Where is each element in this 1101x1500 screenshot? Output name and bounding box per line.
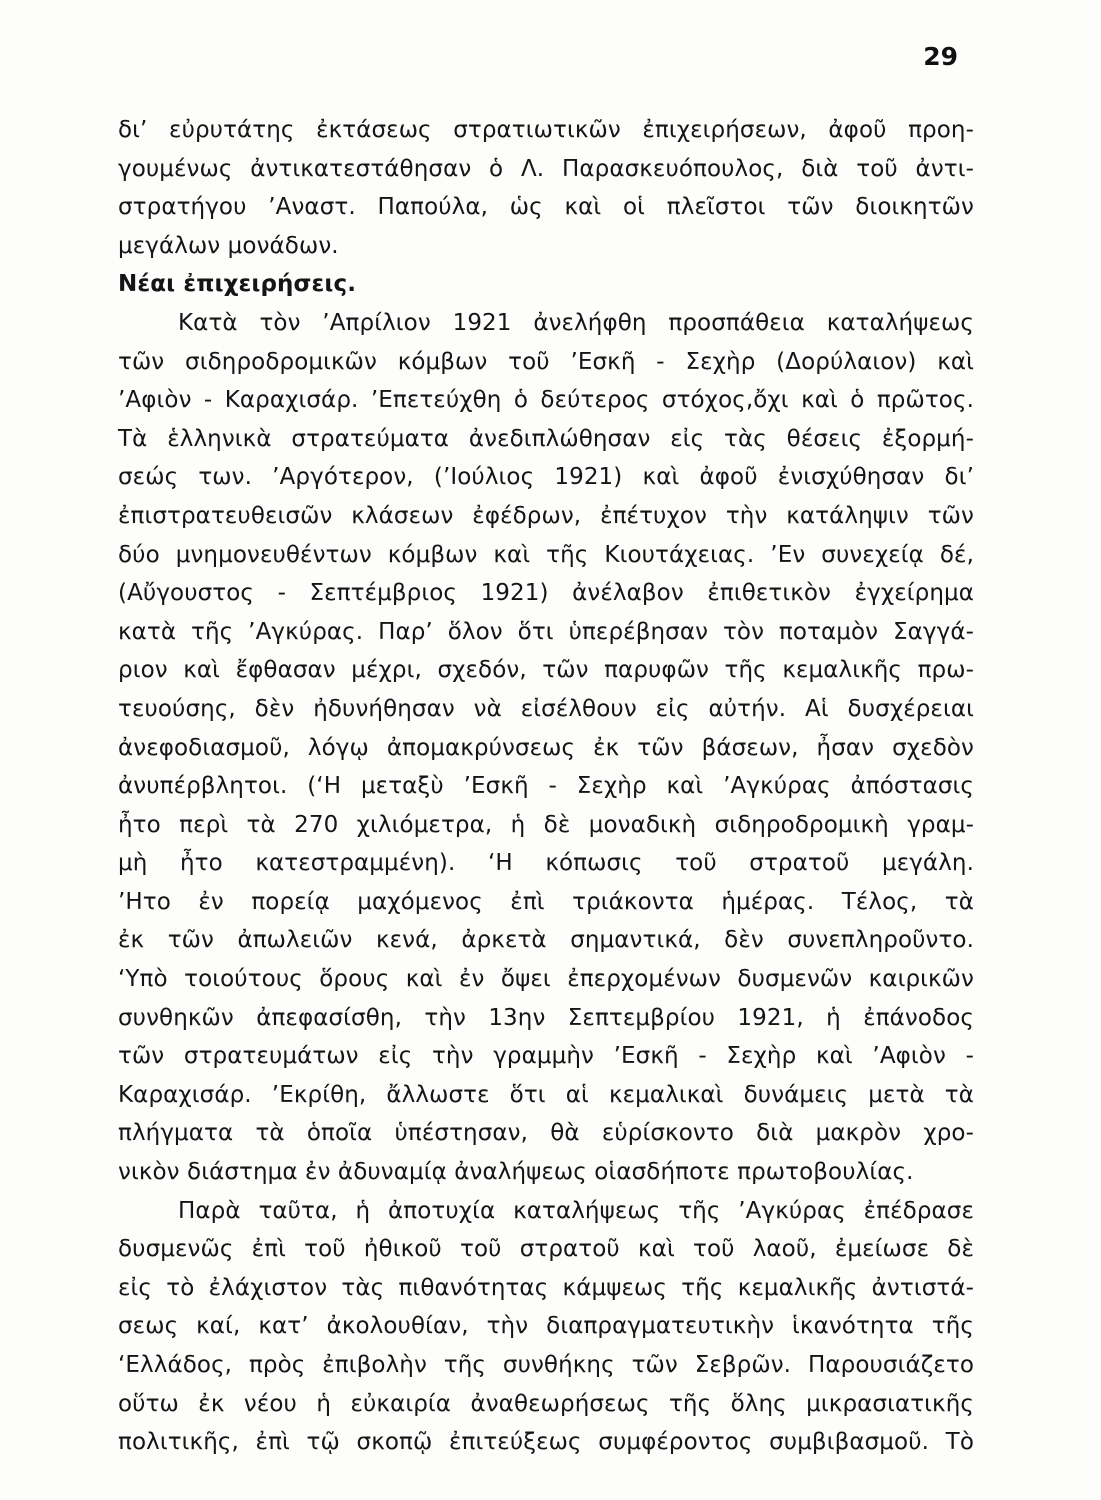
text-line: δυσμενῶς ἐπὶ τοῦ ἠθικοῦ τοῦ στρατοῦ καὶ τοῦ λαοῦ, ἐμείωσε δὲ: [118, 1236, 974, 1263]
text-line: Καραχισάρ. ’Εκρίθη, ἄλλωστε ὅτι αἱ κεμαλικαὶ δυνάμεις μετὰ τὰ: [118, 1081, 974, 1108]
text-line: συνθηκῶν ἀπεφασίσθη, τὴν 13ην Σεπτεμβρίου 1921, ἡ ἐπάνοδος: [118, 1004, 974, 1031]
text-line: γουμένως ἀντικατεστάθησαν ὁ Λ. Παρασκευόπουλος, διὰ τοῦ ἀντι-: [118, 155, 974, 182]
text-line: ριον καὶ ἔφθασαν μέχρι, σχεδόν, τῶν παρυφῶν τῆς κεμαλικῆς πρω-: [118, 657, 974, 684]
page-number: 29: [923, 42, 958, 71]
text-line: μὴ ἦτο κατεστραμμένη). ‘Η κόπωσις τοῦ στρατοῦ μεγάλη.: [118, 850, 974, 877]
text-line: οὕτω ἐκ νέου ἡ εὐκαιρία ἀναθεωρήσεως τῆς ὅλης μικρασιατικῆς: [118, 1390, 974, 1417]
text-line: σεώς των. ’Αργότερον, (’Ιούλιος 1921) καὶ ἀφοῦ ἐνισχύθησαν δι’: [118, 464, 974, 491]
text-line: εἰς τὸ ἐλάχιστον τὰς πιθανότητας κάμψεως τῆς κεμαλικῆς ἀντιστά-: [118, 1274, 974, 1301]
text-line: πλήγματα τὰ ὁποῖα ὑπέστησαν, θὰ εὑρίσκοντο διὰ μακρὸν χρο-: [118, 1120, 974, 1147]
text-line: ἐπιστρατευθεισῶν κλάσεων ἐφέδρων, ἐπέτυχον τὴν κατάληψιν τῶν: [118, 502, 974, 529]
text-line: νικὸν διάστημα ἐν ἀδυναμίᾳ ἀναλήψεως οἱασδήποτε πρωτοβουλίας.: [118, 1159, 914, 1186]
text-line: ’Αφιὸν - Καραχισάρ. ’Επετεύχθη ὁ δεύτερος στόχος,ὄχι καὶ ὁ πρῶτος.: [118, 387, 974, 414]
text-line: μεγάλων μονάδων.: [118, 232, 339, 259]
text-line: Τὰ ἑλληνικὰ στρατεύματα ἀνεδιπλώθησαν εἰς τὰς θέσεις ἐξορμή-: [118, 425, 974, 452]
text-line: ἦτο περὶ τὰ 270 χιλιόμετρα, ἡ δὲ μοναδικὴ σιδηροδρομικὴ γραμ-: [118, 811, 974, 838]
body-text: [118, 111, 974, 1462]
text-line: ‘Ελλάδος, πρὸς ἐπιβολὴν τῆς συνθήκης τῶν Σεβρῶν. Παρουσιάζετο: [118, 1352, 974, 1378]
text-line: δύο μνημονευθέντων κόμβων καὶ τῆς Κιουτάχειας. ’Εν συνεχείᾳ δέ,: [118, 541, 974, 568]
text-line: κατὰ τῆς ’Αγκύρας. Παρ’ ὅλον ὅτι ὑπερέβησαν τὸν ποταμὸν Σαγγά-: [118, 618, 974, 645]
text-line: Κατὰ τὸν ’Απρίλιον 1921 ἀνελήφθη προσπάθεια καταλήψεως: [178, 309, 974, 336]
text-line: ἐκ τῶν ἀπωλειῶν κενά, ἀρκετὰ σημαντικά, δὲν συνεπληροῦντο.: [118, 927, 974, 954]
text-line: (Αὔγουστος - Σεπτέμβριος 1921) ἀνέλαβον ἐπιθετικὸν ἐγχείρημα: [118, 580, 974, 607]
text-line: ‘Υπὸ τοιούτους ὅρους καὶ ἐν ὄψει ἐπερχομένων δυσμενῶν καιρικῶν: [118, 966, 974, 993]
text-line: τῶν σιδηροδρομικῶν κόμβων τοῦ ’Εσκῆ - Σεχὴρ (Δορύλαιον) καὶ: [118, 348, 974, 375]
text-line: τῶν στρατευμάτων εἰς τὴν γραμμὴν ’Εσκῆ - Σεχὴρ καὶ ’Αφιὸν -: [118, 1043, 974, 1070]
text-line: σεως καί, κατ’ ἀκολουθίαν, τὴν διαπραγματευτικὴν ἱκανότητα τῆς: [118, 1313, 974, 1340]
text-line: Παρὰ ταῦτα, ἡ ἀποτυχία καταλήψεως τῆς ’Αγκύρας ἐπέδρασε: [178, 1197, 974, 1224]
text-line: δι’ εὐρυτάτης ἐκτάσεως στρατιωτικῶν ἐπιχειρήσεων, ἀφοῦ προη-: [118, 117, 974, 143]
text-line: ἀνυπέρβλητοι. (‘Η μεταξὺ ’Εσκῆ - Σεχὴρ καὶ ’Αγκύρας ἀπόστασις: [118, 773, 974, 800]
text-line: τευούσης, δὲν ἠδυνήθησαν νὰ εἰσέλθουν εἰς αὐτήν. Αἱ δυσχέρειαι: [118, 695, 974, 722]
text-line: ἀνεφοδιασμοῦ, λόγῳ ἀπομακρύνσεως ἐκ τῶν βάσεων, ἦσαν σχεδὸν: [118, 734, 974, 761]
text-line: ’Ητο ἐν πορείᾳ μαχόμενος ἐπὶ τριάκοντα ἡμέρας. Τέλος, τὰ: [118, 888, 974, 915]
section-heading: Νέαι ἐπιχειρήσεις.: [118, 271, 357, 298]
text-line: πολιτικῆς, ἐπὶ τῷ σκοπῷ ἐπιτεύξεως συμφέροντος συμβιβασμοῦ. Τὸ: [118, 1429, 974, 1456]
text-line: στρατήγου ’Αναστ. Παπούλα, ὡς καὶ οἱ πλεῖστοι τῶν διοικητῶν: [118, 194, 974, 221]
